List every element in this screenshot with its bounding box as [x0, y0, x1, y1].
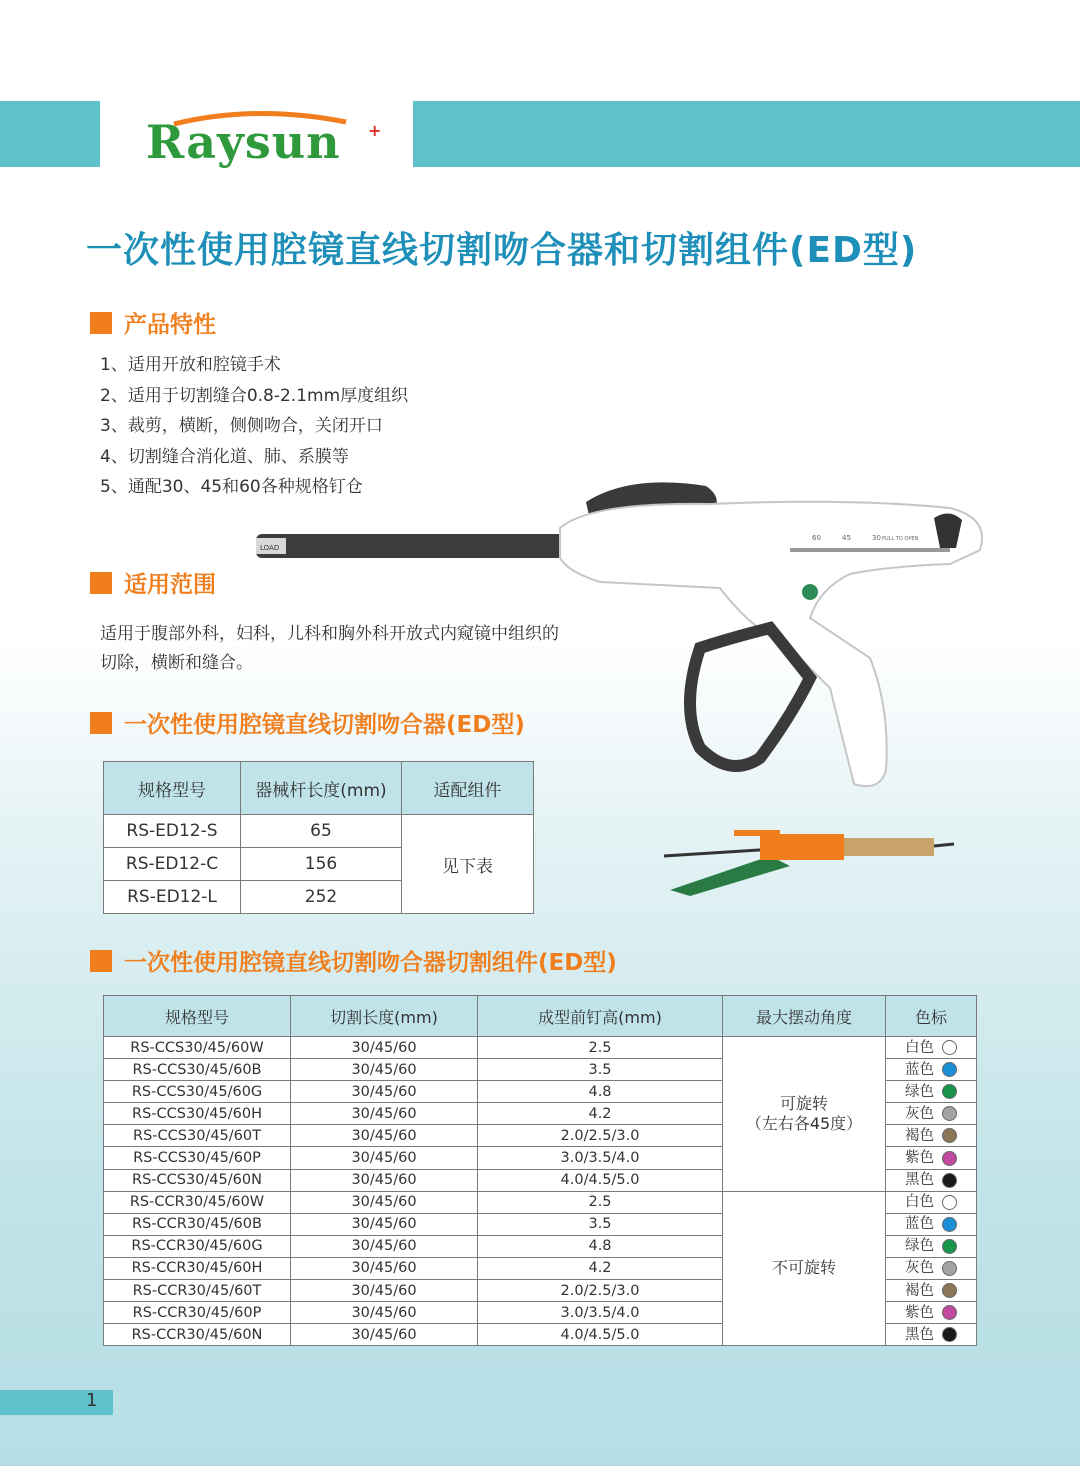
model-cell: RS-CCS30/45/60H	[104, 1103, 291, 1125]
color-cell	[886, 1213, 977, 1235]
table-row: RS-ED12-S 65 见下表	[104, 815, 534, 848]
length-cell: 30/45/60	[291, 1125, 478, 1147]
color-cell	[886, 1191, 977, 1213]
svg-text:LOAD: LOAD	[260, 544, 280, 552]
model-cell: RS-CCR30/45/60G	[104, 1235, 291, 1257]
column-header: 适配组件	[402, 762, 534, 815]
cartridge-image	[660, 826, 960, 900]
height-cell: 4.2	[478, 1103, 723, 1125]
color-cell	[886, 1169, 977, 1191]
color-name: 紫色	[905, 1304, 934, 1321]
color-swatch-icon	[942, 1128, 957, 1143]
color-swatch-icon	[942, 1305, 957, 1320]
length-cell: 30/45/60	[291, 1191, 478, 1213]
color-cell	[886, 1103, 977, 1125]
height-cell: 3.5	[478, 1059, 723, 1081]
color-swatch-icon	[942, 1084, 957, 1099]
color-name: 绿色	[905, 1238, 934, 1255]
color-swatch-icon	[942, 1195, 957, 1210]
color-name: 灰色	[905, 1105, 934, 1122]
model-cell: RS-CCR30/45/60P	[104, 1302, 291, 1324]
color-cell	[886, 1280, 977, 1302]
height-cell: 2.0/2.5/3.0	[478, 1280, 723, 1302]
model-cell: RS-CCS30/45/60G	[104, 1081, 291, 1103]
section-marker	[90, 312, 112, 334]
color-name: 灰色	[905, 1260, 934, 1277]
length-cell: 30/45/60	[291, 1037, 478, 1059]
column-header: 成型前钉高(mm)	[478, 996, 723, 1037]
color-name: 褐色	[905, 1127, 934, 1144]
length-cell: 30/45/60	[291, 1169, 478, 1191]
logo-text: Raysun	[146, 115, 341, 168]
model-cell: RS-CCR30/45/60B	[104, 1213, 291, 1235]
color-name: 蓝色	[905, 1216, 934, 1233]
model-cell: RS-CCR30/45/60T	[104, 1280, 291, 1302]
model-cell: RS-CCS30/45/60T	[104, 1125, 291, 1147]
length-cell: 30/45/60	[291, 1059, 478, 1081]
height-cell: 3.5	[478, 1213, 723, 1235]
column-header: 最大摆动角度	[723, 996, 886, 1037]
color-cell	[886, 1235, 977, 1257]
color-swatch-icon	[942, 1327, 957, 1342]
color-cell	[886, 1125, 977, 1147]
color-name: 褐色	[905, 1282, 934, 1299]
column-header: 器械杆长度(mm)	[241, 762, 402, 815]
color-cell	[886, 1147, 977, 1169]
svg-text:30: 30	[872, 534, 881, 542]
table-row: RS-ED12-L 252	[104, 881, 534, 914]
length-cell: 30/45/60	[291, 1302, 478, 1324]
header-bar-left	[0, 101, 100, 167]
height-cell: 4.2	[478, 1257, 723, 1279]
svg-text:PULL TO OPEN: PULL TO OPEN	[882, 536, 919, 542]
length-cell: 30/45/60	[291, 1257, 478, 1279]
feature-item: 1、适用开放和腔镜手术	[100, 355, 281, 375]
color-cell	[886, 1081, 977, 1103]
column-header: 规格型号	[104, 996, 291, 1037]
model-cell: RS-CCS30/45/60B	[104, 1059, 291, 1081]
section-marker	[90, 950, 112, 972]
model-cell: RS-CCR30/45/60H	[104, 1257, 291, 1279]
color-name: 紫色	[905, 1150, 934, 1167]
color-cell	[886, 1257, 977, 1279]
color-cell	[886, 1324, 977, 1346]
model-cell: RS-CCS30/45/60W	[104, 1037, 291, 1059]
model-cell: RS-CCR30/45/60N	[104, 1324, 291, 1346]
color-name: 黑色	[905, 1172, 934, 1189]
svg-text:45: 45	[842, 534, 851, 542]
color-name: 蓝色	[905, 1061, 934, 1078]
color-cell	[886, 1059, 977, 1081]
feature-item: 2、适用于切割缝合0.8-2.1mm厚度组织	[100, 385, 409, 406]
table-row: RS-ED12-C 156	[104, 848, 534, 881]
length-cell: 30/45/60	[291, 1103, 478, 1125]
color-swatch-icon	[942, 1239, 957, 1254]
angle-fixed-cell: 不可旋转	[723, 1191, 886, 1346]
height-cell: 2.5	[478, 1037, 723, 1059]
height-cell: 4.0/4.5/5.0	[478, 1169, 723, 1191]
color-name: 黑色	[905, 1326, 934, 1343]
svg-text:60: 60	[812, 534, 821, 542]
logo-plus: +	[368, 121, 382, 140]
color-swatch-icon	[942, 1261, 957, 1276]
angle-rotatable-cell: 可旋转 （左右各45度）	[723, 1037, 886, 1192]
color-swatch-icon	[942, 1173, 957, 1188]
length-cell: 30/45/60	[291, 1235, 478, 1257]
height-cell: 2.0/2.5/3.0	[478, 1125, 723, 1147]
height-cell: 2.5	[478, 1191, 723, 1213]
feature-item: 3、裁剪，横断，侧侧吻合，关闭开口	[100, 416, 383, 437]
stapler-table	[103, 761, 534, 914]
height-cell: 4.8	[478, 1081, 723, 1103]
length-cell: 30/45/60	[291, 1280, 478, 1302]
length-cell: 30/45/60	[291, 1081, 478, 1103]
color-swatch-icon	[942, 1106, 957, 1121]
column-header: 切割长度(mm)	[291, 996, 478, 1037]
height-cell: 3.0/3.5/4.0	[478, 1302, 723, 1324]
section-marker	[90, 572, 112, 594]
height-cell: 4.8	[478, 1235, 723, 1257]
model-cell: RS-CCR30/45/60W	[104, 1191, 291, 1213]
height-cell: 4.0/4.5/5.0	[478, 1324, 723, 1346]
cartridge-heading: 一次性使用腔镜直线切割吻合器切割组件(ED型)	[90, 944, 617, 977]
header-bar-right	[413, 101, 1080, 167]
length-cell: 30/45/60	[291, 1324, 478, 1346]
color-cell	[886, 1037, 977, 1059]
column-header: 规格型号	[104, 762, 241, 815]
column-header: 色标	[886, 996, 977, 1037]
stapler-heading: 一次性使用腔镜直线切割吻合器(ED型)	[90, 706, 525, 739]
scope-heading: 适用范围	[90, 566, 216, 599]
color-name: 白色	[905, 1194, 934, 1211]
component-note: 见下表	[402, 815, 534, 914]
table-row	[104, 1037, 977, 1059]
color-swatch-icon	[942, 1283, 957, 1298]
length-cell: 30/45/60	[291, 1213, 478, 1235]
page-title: 一次性使用腔镜直线切割吻合器和切割组件(ED型)	[86, 230, 918, 271]
color-name: 绿色	[905, 1083, 934, 1100]
model-cell: RS-CCS30/45/60N	[104, 1169, 291, 1191]
color-swatch-icon	[942, 1151, 957, 1166]
color-swatch-icon	[942, 1217, 957, 1232]
color-swatch-icon	[942, 1040, 957, 1055]
section-marker	[90, 712, 112, 734]
height-cell: 3.0/3.5/4.0	[478, 1147, 723, 1169]
color-swatch-icon	[942, 1062, 957, 1077]
model-cell: RS-CCS30/45/60P	[104, 1147, 291, 1169]
table-row	[104, 1191, 977, 1213]
page-number: 1	[86, 1390, 98, 1411]
length-cell: 30/45/60	[291, 1147, 478, 1169]
scope-text: 适用于腹部外科，妇科，儿科和胸外科开放式内窥镜中组织的切除，横断和缝合。	[100, 624, 559, 673]
cartridge-table	[103, 995, 977, 1346]
color-cell	[886, 1302, 977, 1324]
feature-item: 4、切割缝合消化道、肺、系膜等	[100, 446, 349, 467]
raysun-logo	[146, 108, 386, 168]
color-name: 白色	[905, 1039, 934, 1056]
features-heading: 产品特性	[90, 306, 216, 339]
feature-item: 5、通配30、45和60各种规格钉仓	[100, 477, 363, 498]
